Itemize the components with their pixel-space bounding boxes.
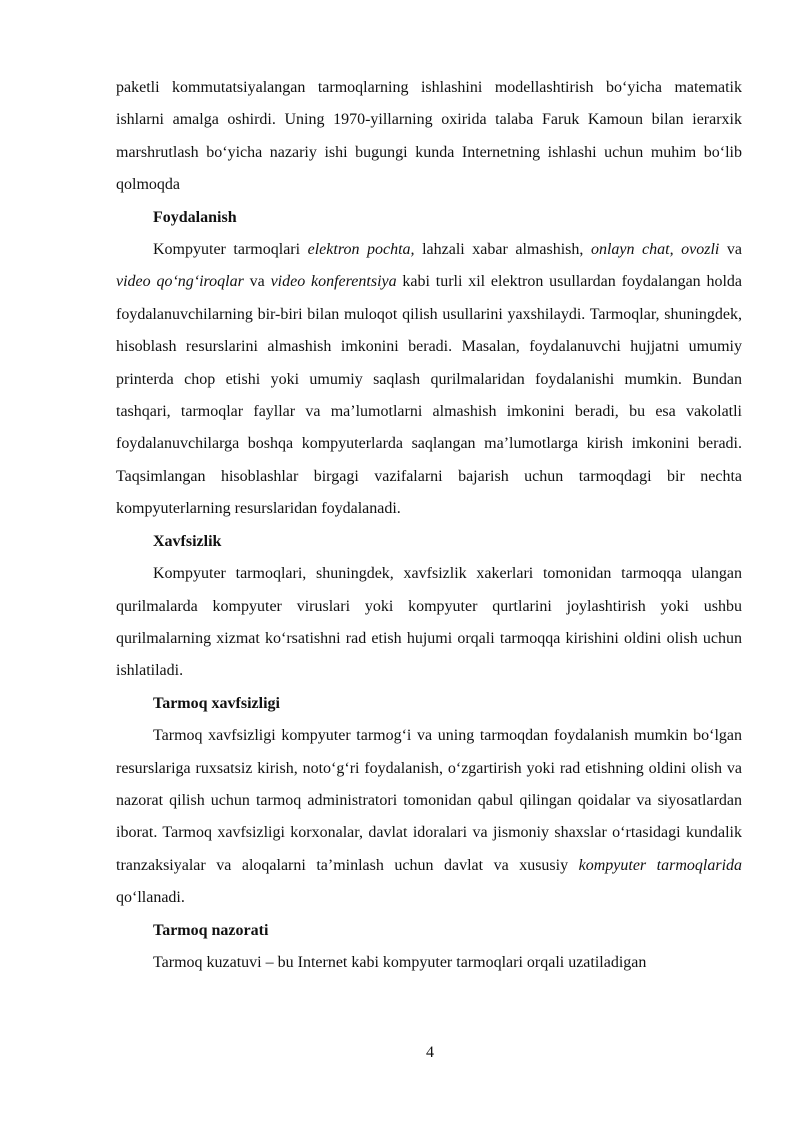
foydalanish-italic-2: onlayn chat, ovozli (590, 241, 720, 259)
heading-tarmoq-nazorati: Tarmoq nazorati (153, 921, 269, 939)
tarmoq-xavfsizligi-text-1: Tarmoq xavfsizligi kompyuter tarmogʻi va uning tarmoqdan foydalanish mumkin boʻlgan resurslariga ruxsatsiz kirish, notoʻgʻri foydalanish, oʻzgartirish yoki rad etishning oldini olish va nazorat qilish uchun tarmoq administratori tomonidan qabul qilingan qoidalar va siyosatlardan iborat. Tarmoq xavfsizligi korxonalar, davlat idoralari va jismoniy shaxslar oʻrtasidagi kundalik tranzaksiyalar va aloqalarni taʼminlash uchun davlat va xususiy (116, 727, 742, 874)
tarmoq-xavfsizligi-text-2: qoʻllanadi. (116, 889, 185, 907)
foydalanish-text-3: va (719, 241, 743, 259)
foydalanish-text-2: lahzali xabar almashish, (414, 241, 591, 259)
tarmoq-nazorati-paragraph: Tarmoq kuzatuvi – bu Internet kabi kompyuter tarmoqlari orqali uzatiladigan (153, 953, 647, 971)
heading-foydalanish: Foydalanish (153, 208, 237, 226)
foydalanish-italic-1: elektron pochta, (307, 241, 415, 259)
foydalanish-text-4: va (243, 273, 271, 291)
page-number: 4 (426, 1044, 434, 1061)
heading-xavfsizlik: Xavfsizlik (153, 532, 222, 550)
foydalanish-text-1: Kompyuter tarmoqlari (153, 241, 308, 259)
foydalanish-text-5: kabi turli xil elektron usullardan foydalangan holda foydalanuvchilarning bir-biri bilan muloqot qilish usullarini yaxshilaydi. Tarmoqlar, shuningdek, hisoblash resurslarini almashish imkonini beradi. Masalan, foydalanuvchi hujjatni umumiy printerda chop etishi yoki umumiy saqlash qurilmalaridan foydalanishi mumkin. Bundan tashqari, tarmoqlar fayllar va maʼlumotlarni almashish imkonini beradi, bu esa vakolatli foydalanuvchilarga boshqa kompyuterlarda saqlangan maʼlumotlarga kirish imkonini beradi. Taqsimlangan hisoblashlar birgagi vazifalarni bajarish uchun tarmoqdagi bir nechta kompyuterlarning resurslaridan foydalanadi. (116, 273, 743, 518)
xavfsizlik-paragraph: Kompyuter tarmoqlari, shuningdek, xavfsizlik xakerlari tomonidan tarmoqqa ulangan qurilmalarda kompyuter viruslari yoki kompyuter qurtlarini joylashtirish yoki ushbu qurilmalarning xizmat koʻrsatishni rad etish hujumi orqali tarmoqqa kirishini oldini olish uchun ishlatiladi. (116, 565, 742, 680)
document-body (116, 72, 742, 979)
tarmoq-xavfsizligi-paragraph (116, 720, 742, 914)
intro-paragraph: paketli kommutatsiyalangan tarmoqlarning ishlashini modellashtirish boʻyicha matematik ishlarni amalga oshirdi. Uning 1970-yillarning oxirida talaba Faruk Kamoun bilan ierarxik marshrutlash boʻyicha nazariy ishi bugungi kunda Internetning ishlashi uchun muhim boʻlib qolmoqda (116, 79, 742, 194)
foydalanish-italic-3: video qoʻngʻiroqlar (116, 273, 244, 291)
tarmoq-xavfsizligi-italic-1: kompyuter tarmoqlarida (578, 856, 743, 874)
foydalanish-italic-4: video konferentsiya (270, 273, 397, 291)
heading-tarmoq-xavfsizligi: Tarmoq xavfsizligi (153, 694, 280, 712)
foydalanish-paragraph (116, 234, 742, 526)
